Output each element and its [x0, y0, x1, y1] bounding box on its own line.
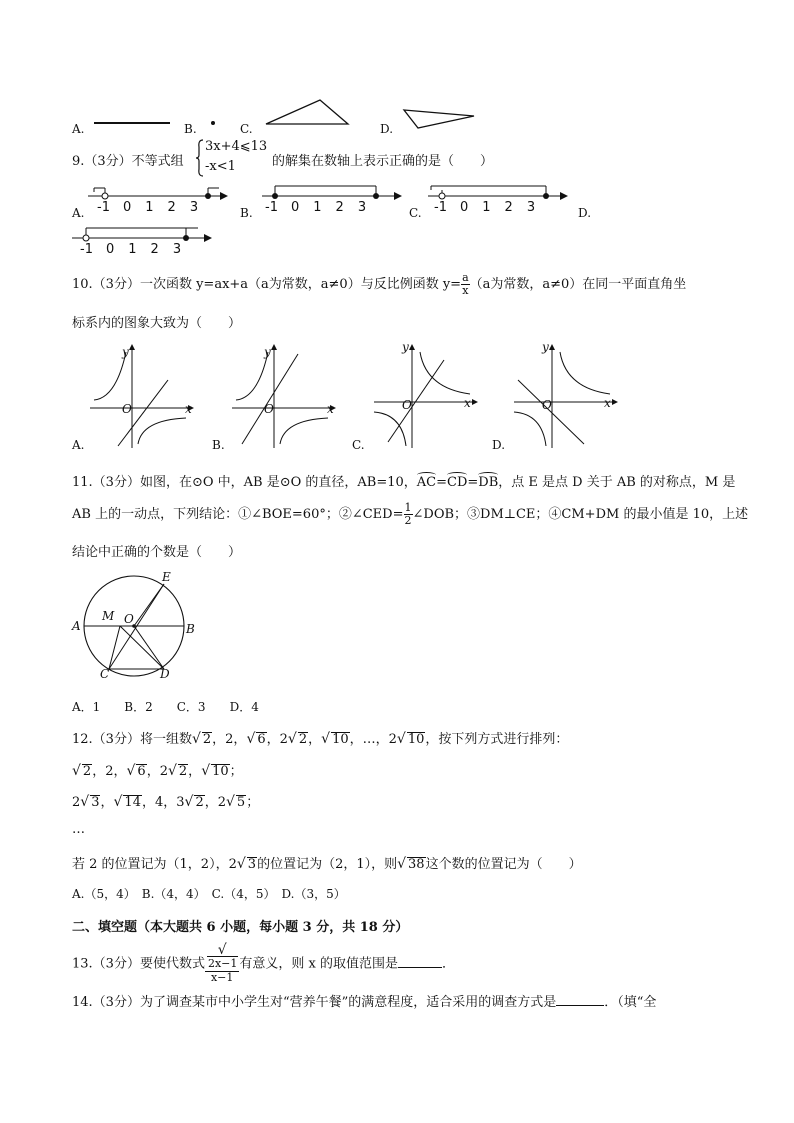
q10-b-x-label: x — [327, 402, 334, 416]
q12-text: ， — [188, 764, 202, 779]
q10-c-y-label: y — [402, 340, 409, 354]
tick-label: 2 — [504, 200, 513, 215]
q9-option-b: B. — [240, 206, 253, 220]
sqrt-radicand: 38 — [408, 857, 425, 872]
tick-label: 1 — [128, 242, 137, 257]
q10-line1-text-b: （a为常数，a≠0）在同一平面直角坐 — [469, 277, 687, 292]
q9-number-line-c — [428, 182, 568, 202]
q11-options: A．1 B．2 C．3 D．4 — [72, 700, 259, 714]
q8-option-d: D. — [380, 122, 394, 136]
q11-label-b: B — [186, 622, 195, 636]
q10-graph-d — [512, 340, 622, 450]
tick-label: 2 — [150, 242, 159, 257]
sqrt-radicand: 2 — [82, 764, 92, 779]
q11-label-c: C — [100, 667, 110, 681]
q12-text: ， — [308, 732, 322, 747]
q9-stem-suffix: 的解集在数轴上表示正确的是（ ） — [272, 154, 494, 169]
q13-frac-num: √ 2x−1 — [205, 944, 239, 972]
tick-label: -1 — [265, 200, 278, 215]
q10-b-y-label: y — [264, 345, 271, 359]
q10-frac-num: a — [462, 271, 469, 284]
q11-half-den: 2 — [404, 514, 412, 527]
q10-a-x-label: x — [185, 402, 192, 416]
q12-text: ，…，2 — [349, 732, 397, 747]
q9-brace — [196, 139, 204, 177]
sqrt-radicand: 10 — [212, 764, 229, 779]
tick-label: 3 — [189, 200, 199, 215]
q12-line1: 12.（3分）将一组数√ 2，2，√ 6，2√ 2，√ 10，…，2√ 10，按下列方式进行排列： — [72, 731, 569, 747]
q8-segment-figure — [94, 118, 174, 128]
q9-ticks-c — [434, 200, 535, 215]
q12-row2: 2√ 3，√ 14，4，3√ 2，2√ 5； — [72, 794, 260, 810]
q10-option-c: C. — [352, 438, 365, 452]
q8-triangle-d-figure — [400, 106, 480, 132]
q8-option-c: C. — [240, 122, 253, 136]
q11-arc-ac: AC — [416, 475, 437, 490]
q11-label-a: A — [72, 619, 81, 633]
sqrt-radicand: 14 — [124, 795, 141, 810]
q10-graph-b — [230, 340, 340, 450]
q12-text: ，2 — [204, 795, 226, 810]
sqrt-radicand: 3 — [247, 857, 257, 872]
sqrt-radicand: 2 — [298, 732, 308, 747]
sqrt-radicand: 2 — [178, 764, 188, 779]
tick-label: 3 — [357, 200, 367, 215]
q8-option-b: B. — [184, 122, 197, 136]
q11-line2 — [72, 502, 748, 527]
q12-text: ，2， — [212, 732, 247, 747]
q12-text: ，按下列方式进行排列： — [425, 732, 569, 747]
q12-text: ，4，3 — [141, 795, 185, 810]
tick-label: 0 — [105, 242, 115, 257]
q10-option-b: B. — [212, 438, 225, 452]
sqrt-radicand: 2x−1 — [207, 957, 238, 970]
q10-a-origin: O — [122, 402, 132, 416]
q12-text: ， — [100, 795, 114, 810]
q13-frac-den: x−1 — [210, 971, 234, 984]
q9-option-a: A. — [72, 206, 85, 220]
q13-fraction — [205, 944, 239, 984]
q13-text: 13.（3分）要使代数式 — [72, 956, 205, 972]
tick-label: 0 — [459, 200, 469, 215]
q9-option-c: C. — [409, 206, 422, 220]
sqrt-radicand: 2 — [202, 732, 212, 747]
q12-text: 若 2 的位置记为（1，2），2 — [72, 857, 237, 872]
q11-half — [404, 502, 413, 527]
q12-text: ； — [246, 795, 260, 810]
q10-c-x-label: x — [464, 396, 471, 410]
tick-label: 3 — [526, 200, 536, 215]
tick-label: 0 — [290, 200, 300, 215]
q12-text: ，2 — [266, 732, 288, 747]
tick-label: -1 — [97, 200, 110, 215]
q12-row1: √ 2，2，√ 6，2√ 2，√ 10； — [72, 763, 243, 779]
q11-label-o: O — [124, 612, 134, 626]
q9-ticks-d — [80, 242, 181, 257]
q10-line2: 标系内的图象大致为（ ） — [72, 316, 242, 331]
q12-text: 12.（3分）将一组数 — [72, 732, 192, 747]
q11-arc-cd: CD — [447, 475, 468, 490]
q11-line1 — [72, 471, 735, 490]
q8-point-figure — [208, 118, 218, 128]
q11-line1-text-a: 11.（3分）如图，在⊙O 中，AB 是⊙O 的直径，AB=10， — [72, 475, 417, 490]
q12-text: 2 — [72, 795, 81, 810]
q9-number-line-d — [72, 224, 212, 244]
sqrt-radicand: 10 — [332, 732, 349, 747]
q11-arc-db: DB — [478, 475, 499, 490]
tick-label: 1 — [482, 200, 491, 215]
tick-label: -1 — [434, 200, 447, 215]
tick-label: 1 — [145, 200, 154, 215]
tick-label: 2 — [167, 200, 176, 215]
q10-frac-den: x — [462, 284, 469, 297]
q10-d-origin: O — [542, 398, 552, 412]
section-2-heading: 二、填空题（本大题共 6 小题，每小题 3 分，共 18 分） — [72, 920, 409, 935]
q9-option-d: D. — [578, 206, 592, 220]
q9-number-line-a — [88, 182, 228, 202]
q12-text: ； — [229, 764, 243, 779]
q14-text: ．（填“全 — [604, 995, 657, 1010]
q10-graph-c — [372, 340, 482, 450]
q11-line1-text-b: ，点 E 是点 D 关于 AB 的对称点，M 是 — [498, 475, 736, 490]
tick-label: 2 — [335, 200, 344, 215]
q10-line1 — [72, 272, 686, 297]
tick-label: -1 — [80, 242, 93, 257]
q10-line1-text-a: 10.（3分）一次函数 y=ax+a（a为常数，a≠0）与反比例函数 y= — [72, 277, 462, 292]
q10-b-origin: O — [264, 402, 274, 416]
sqrt-radicand: 6 — [257, 732, 266, 747]
q14-answer-blank[interactable] — [556, 993, 604, 1006]
question-13 — [72, 944, 455, 984]
sqrt-radicand: 6 — [137, 764, 146, 779]
q11-label-e: E — [162, 570, 171, 584]
q9-ticks-a — [97, 200, 198, 215]
q13-text: ． — [441, 956, 455, 972]
tick-label: 1 — [313, 200, 322, 215]
sqrt-radicand: 5 — [236, 795, 246, 810]
sqrt-radicand: 2 — [195, 795, 204, 810]
q11-line2-text-a: AB 上的一动点，下列结论：①∠BOE=60°；②∠CED= — [72, 507, 404, 522]
q9-system-line1: 3x+4⩽13 — [205, 139, 268, 154]
q8-triangle-c-figure — [264, 98, 354, 130]
q13-answer-blank[interactable] — [398, 955, 442, 968]
q10-fraction — [461, 272, 470, 297]
q14-text: 14.（3分）为了调查某市中小学生对“营养午餐”的满意程度，适合采用的调查方式是 — [72, 995, 557, 1010]
q10-d-y-label: y — [542, 340, 549, 354]
sqrt-radicand: 3 — [91, 795, 100, 810]
q9-ticks-b — [265, 200, 366, 215]
q11-half-num: 1 — [404, 501, 412, 514]
q11-eq: = — [436, 475, 448, 490]
q12-text: ，2， — [92, 764, 127, 779]
q9-stem-prefix: 9.（3分）不等式组 — [72, 154, 184, 169]
q12-text: 这个数的位置记为（ ） — [425, 857, 582, 872]
q9-number-line-b — [262, 182, 402, 202]
tick-label: 0 — [122, 200, 132, 215]
q11-line3: 结论中正确的个数是（ ） — [72, 545, 242, 560]
q12-text: 的位置记为（2，1），则 — [257, 857, 398, 872]
q10-graph-a — [88, 340, 198, 450]
q11-label-d: D — [160, 667, 170, 681]
question-14 — [72, 991, 656, 1010]
q10-d-x-label: x — [604, 396, 611, 410]
q12-ellipsis: … — [72, 822, 85, 837]
q12-text: ，2 — [146, 764, 168, 779]
q10-option-a: A. — [72, 438, 85, 452]
q11-label-m: M — [102, 609, 115, 623]
q12-line5: 若 2 的位置记为（1，2），2√ 3的位置记为（2，1），则√ 38这个数的位置记为（ ） — [72, 856, 582, 872]
q9-system-line2: -x<1 — [205, 159, 236, 174]
tick-label: 3 — [172, 242, 182, 257]
sqrt-radicand: 10 — [407, 732, 425, 747]
q13-text: 有意义，则 x 的取值范围是 — [239, 956, 398, 972]
q10-c-origin: O — [402, 398, 412, 412]
q12-options: A.（5，4） B.（4，4） C.（4，5） D.（3，5） — [72, 887, 346, 901]
q10-a-y-label: y — [122, 345, 129, 359]
q11-eq: = — [467, 475, 479, 490]
q8-option-a: A. — [72, 122, 85, 136]
q11-line2-text-b: ∠DOB；③DM⊥CE；④CM+DM 的最小值是 10，上述 — [412, 507, 749, 522]
q10-option-d: D. — [492, 438, 506, 452]
